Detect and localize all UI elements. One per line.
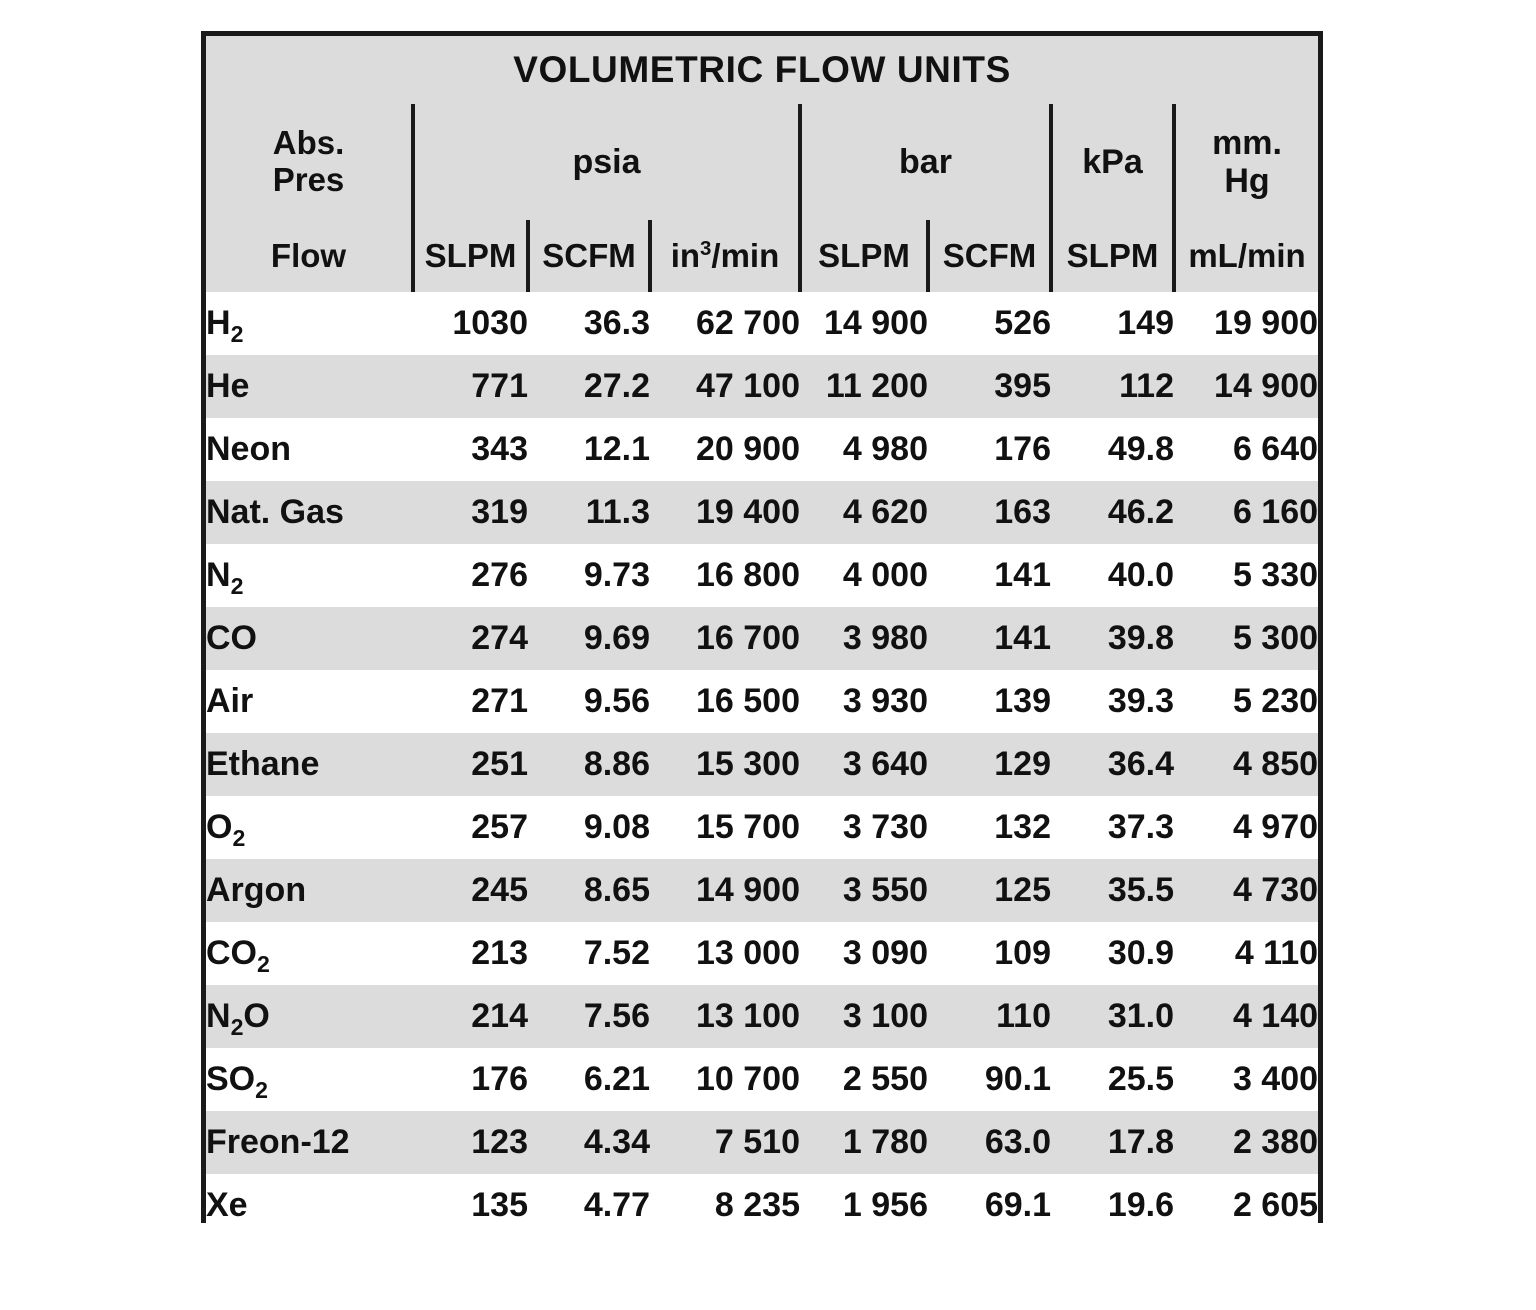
value-cell: 2 380 — [1174, 1111, 1318, 1174]
value-cell: 1 780 — [800, 1111, 928, 1174]
table-row — [206, 1174, 1318, 1237]
value-cell: 271 — [413, 670, 528, 733]
unit-header-psia-slpm: SLPM — [413, 220, 528, 292]
value-cell: 139 — [928, 670, 1051, 733]
value-cell: 5 330 — [1174, 544, 1318, 607]
value-cell: 6.21 — [528, 1048, 650, 1111]
value-cell: 8.65 — [528, 859, 650, 922]
value-cell: 4 620 — [800, 481, 928, 544]
gas-name-cell — [206, 418, 413, 481]
table-row — [206, 1048, 1318, 1111]
unit-header-mmhg-mlmin: mL/min — [1174, 220, 1318, 292]
gas-name-subscript: 2 — [255, 1076, 268, 1103]
gas-name-base: O — [206, 808, 233, 846]
value-cell: 251 — [413, 733, 528, 796]
value-cell: 12.1 — [528, 418, 650, 481]
value-cell: 47 100 — [650, 355, 800, 418]
value-cell: 36.4 — [1051, 733, 1174, 796]
value-cell: 13 000 — [650, 922, 800, 985]
table-header — [206, 36, 1318, 292]
value-cell: 110 — [928, 985, 1051, 1048]
value-cell: 3 980 — [800, 607, 928, 670]
value-cell: 343 — [413, 418, 528, 481]
value-cell: 7 510 — [650, 1111, 800, 1174]
value-cell: 11.3 — [528, 481, 650, 544]
unit-header-kpa-slpm: SLPM — [1051, 220, 1174, 292]
unit-header-psia-in3-min — [650, 220, 800, 292]
value-cell: 4 970 — [1174, 796, 1318, 859]
table-row — [206, 607, 1318, 670]
gas-name-cell — [206, 481, 413, 544]
value-cell: 112 — [1051, 355, 1174, 418]
value-cell: 8.86 — [528, 733, 650, 796]
corner-header-line1: Abs. — [272, 124, 345, 162]
value-cell: 16 700 — [650, 607, 800, 670]
value-cell: 141 — [928, 607, 1051, 670]
unit-header-bar-slpm: SLPM — [800, 220, 928, 292]
table-row — [206, 292, 1318, 355]
gas-name-suffix: O — [243, 997, 270, 1035]
gas-name-base: Argon — [206, 871, 307, 909]
gas-name-cell — [206, 607, 413, 670]
value-cell: 4 730 — [1174, 859, 1318, 922]
value-cell: 15 300 — [650, 733, 800, 796]
table-row — [206, 733, 1318, 796]
value-cell: 8 235 — [650, 1174, 800, 1237]
value-cell: 1030 — [413, 292, 528, 355]
value-cell: 20 900 — [650, 418, 800, 481]
value-cell: 4 110 — [1174, 922, 1318, 985]
value-cell: 6 160 — [1174, 481, 1318, 544]
value-cell: 3 400 — [1174, 1048, 1318, 1111]
value-cell: 7.52 — [528, 922, 650, 985]
value-cell: 1 956 — [800, 1174, 928, 1237]
value-cell: 16 500 — [650, 670, 800, 733]
table-row — [206, 355, 1318, 418]
value-cell: 11 200 — [800, 355, 928, 418]
value-cell: 213 — [413, 922, 528, 985]
unit-header-in3-superscript: 3 — [700, 237, 712, 260]
value-cell: 13 100 — [650, 985, 800, 1048]
gas-name-base: Neon — [206, 430, 291, 468]
gas-name-base: Freon-12 — [206, 1123, 350, 1161]
table-row — [206, 1111, 1318, 1174]
value-cell: 526 — [928, 292, 1051, 355]
value-cell: 14 900 — [1174, 355, 1318, 418]
value-cell: 7.56 — [528, 985, 650, 1048]
value-cell: 2 605 — [1174, 1174, 1318, 1237]
value-cell: 6 640 — [1174, 418, 1318, 481]
value-cell: 9.08 — [528, 796, 650, 859]
value-cell: 176 — [928, 418, 1051, 481]
value-cell: 4 140 — [1174, 985, 1318, 1048]
value-cell: 35.5 — [1051, 859, 1174, 922]
value-cell: 63.0 — [928, 1111, 1051, 1174]
value-cell: 771 — [413, 355, 528, 418]
value-cell: 274 — [413, 607, 528, 670]
group-header-kpa: kPa — [1051, 104, 1174, 220]
unit-header-in3-prefix: in — [670, 237, 701, 274]
gas-name-cell — [206, 292, 413, 355]
gas-name-base: N — [206, 556, 231, 594]
value-cell: 132 — [928, 796, 1051, 859]
value-cell: 3 100 — [800, 985, 928, 1048]
gas-name-cell — [206, 670, 413, 733]
gas-name-cell — [206, 859, 413, 922]
unit-header-in3-suffix: /min — [711, 237, 780, 274]
value-cell: 15 700 — [650, 796, 800, 859]
value-cell: 4.77 — [528, 1174, 650, 1237]
value-cell: 19.6 — [1051, 1174, 1174, 1237]
value-cell: 123 — [413, 1111, 528, 1174]
gas-name-base: Air — [206, 682, 254, 720]
gas-name-cell — [206, 922, 413, 985]
value-cell: 36.3 — [528, 292, 650, 355]
gas-name-base: Nat. Gas — [206, 493, 344, 531]
value-cell: 39.3 — [1051, 670, 1174, 733]
value-cell: 109 — [928, 922, 1051, 985]
value-cell: 3 090 — [800, 922, 928, 985]
value-cell: 9.69 — [528, 607, 650, 670]
value-cell: 129 — [928, 733, 1051, 796]
value-cell: 257 — [413, 796, 528, 859]
value-cell: 2 550 — [800, 1048, 928, 1111]
value-cell: 276 — [413, 544, 528, 607]
volumetric-flow-units-table — [201, 31, 1323, 1223]
group-header-mmhg-line1: mm. — [1212, 123, 1282, 162]
unit-header-flow: Flow — [206, 220, 413, 292]
value-cell: 9.56 — [528, 670, 650, 733]
group-header-mmhg — [1174, 104, 1318, 220]
value-cell: 149 — [1051, 292, 1174, 355]
value-cell: 3 550 — [800, 859, 928, 922]
value-cell: 19 900 — [1174, 292, 1318, 355]
gas-name-subscript: 2 — [230, 572, 244, 599]
gas-name-subscript: 2 — [257, 950, 270, 977]
value-cell: 17.8 — [1051, 1111, 1174, 1174]
table-title: VOLUMETRIC FLOW UNITS — [206, 36, 1318, 104]
value-cell: 125 — [928, 859, 1051, 922]
gas-name-cell — [206, 733, 413, 796]
pressure-group-header-row — [206, 104, 1318, 220]
value-cell: 4 000 — [800, 544, 928, 607]
value-cell: 30.9 — [1051, 922, 1174, 985]
value-cell: 39.8 — [1051, 607, 1174, 670]
gas-name-cell — [206, 1048, 413, 1111]
value-cell: 5 230 — [1174, 670, 1318, 733]
value-cell: 16 800 — [650, 544, 800, 607]
value-cell: 90.1 — [928, 1048, 1051, 1111]
gas-name-base: CO — [206, 619, 257, 657]
value-cell: 37.3 — [1051, 796, 1174, 859]
value-cell: 319 — [413, 481, 528, 544]
group-header-mmhg-line2: Hg — [1224, 162, 1270, 200]
value-cell: 163 — [928, 481, 1051, 544]
value-cell: 25.5 — [1051, 1048, 1174, 1111]
value-cell: 4 980 — [800, 418, 928, 481]
table-row — [206, 859, 1318, 922]
gas-name-base: N — [206, 997, 231, 1035]
value-cell: 245 — [413, 859, 528, 922]
corner-header-abs-pres — [206, 104, 413, 220]
value-cell: 27.2 — [528, 355, 650, 418]
table-body — [206, 292, 1318, 1237]
unit-header-psia-scfm: SCFM — [528, 220, 650, 292]
corner-header-line2: Pres — [272, 161, 345, 198]
value-cell: 49.8 — [1051, 418, 1174, 481]
value-cell: 5 300 — [1174, 607, 1318, 670]
gas-name-subscript: 2 — [232, 824, 246, 851]
value-cell: 4 850 — [1174, 733, 1318, 796]
table-row — [206, 418, 1318, 481]
value-cell: 10 700 — [650, 1048, 800, 1111]
table-row — [206, 481, 1318, 544]
value-cell: 176 — [413, 1048, 528, 1111]
value-cell: 40.0 — [1051, 544, 1174, 607]
gas-name-base: Xe — [206, 1186, 248, 1224]
value-cell: 46.2 — [1051, 481, 1174, 544]
value-cell: 3 730 — [800, 796, 928, 859]
value-cell: 9.73 — [528, 544, 650, 607]
gas-name-cell — [206, 796, 413, 859]
table-row — [206, 985, 1318, 1048]
group-header-psia: psia — [413, 104, 800, 220]
value-cell: 31.0 — [1051, 985, 1174, 1048]
table-row — [206, 544, 1318, 607]
gas-name-cell — [206, 355, 413, 418]
gas-name-base: SO — [206, 1060, 256, 1098]
group-header-bar: bar — [800, 104, 1051, 220]
gas-name-cell — [206, 1111, 413, 1174]
value-cell: 3 930 — [800, 670, 928, 733]
value-cell: 141 — [928, 544, 1051, 607]
gas-name-base: CO — [206, 934, 257, 972]
gas-name-base: H — [206, 304, 231, 342]
table-row — [206, 796, 1318, 859]
gas-name-base: He — [206, 367, 250, 405]
value-cell: 4.34 — [528, 1111, 650, 1174]
gas-name-cell — [206, 985, 413, 1048]
flow-table — [206, 36, 1318, 1237]
value-cell: 14 900 — [650, 859, 800, 922]
table-row — [206, 922, 1318, 985]
value-cell: 19 400 — [650, 481, 800, 544]
gas-name-cell — [206, 1174, 413, 1237]
unit-header-row — [206, 220, 1318, 292]
value-cell: 62 700 — [650, 292, 800, 355]
title-row — [206, 36, 1318, 104]
value-cell: 69.1 — [928, 1174, 1051, 1237]
unit-header-bar-scfm: SCFM — [928, 220, 1051, 292]
value-cell: 214 — [413, 985, 528, 1048]
gas-name-subscript: 2 — [230, 320, 244, 347]
value-cell: 3 640 — [800, 733, 928, 796]
table-row — [206, 670, 1318, 733]
gas-name-subscript: 2 — [230, 1013, 244, 1040]
gas-name-cell — [206, 544, 413, 607]
value-cell: 395 — [928, 355, 1051, 418]
value-cell: 135 — [413, 1174, 528, 1237]
gas-name-base: Ethane — [206, 745, 320, 783]
value-cell: 14 900 — [800, 292, 928, 355]
